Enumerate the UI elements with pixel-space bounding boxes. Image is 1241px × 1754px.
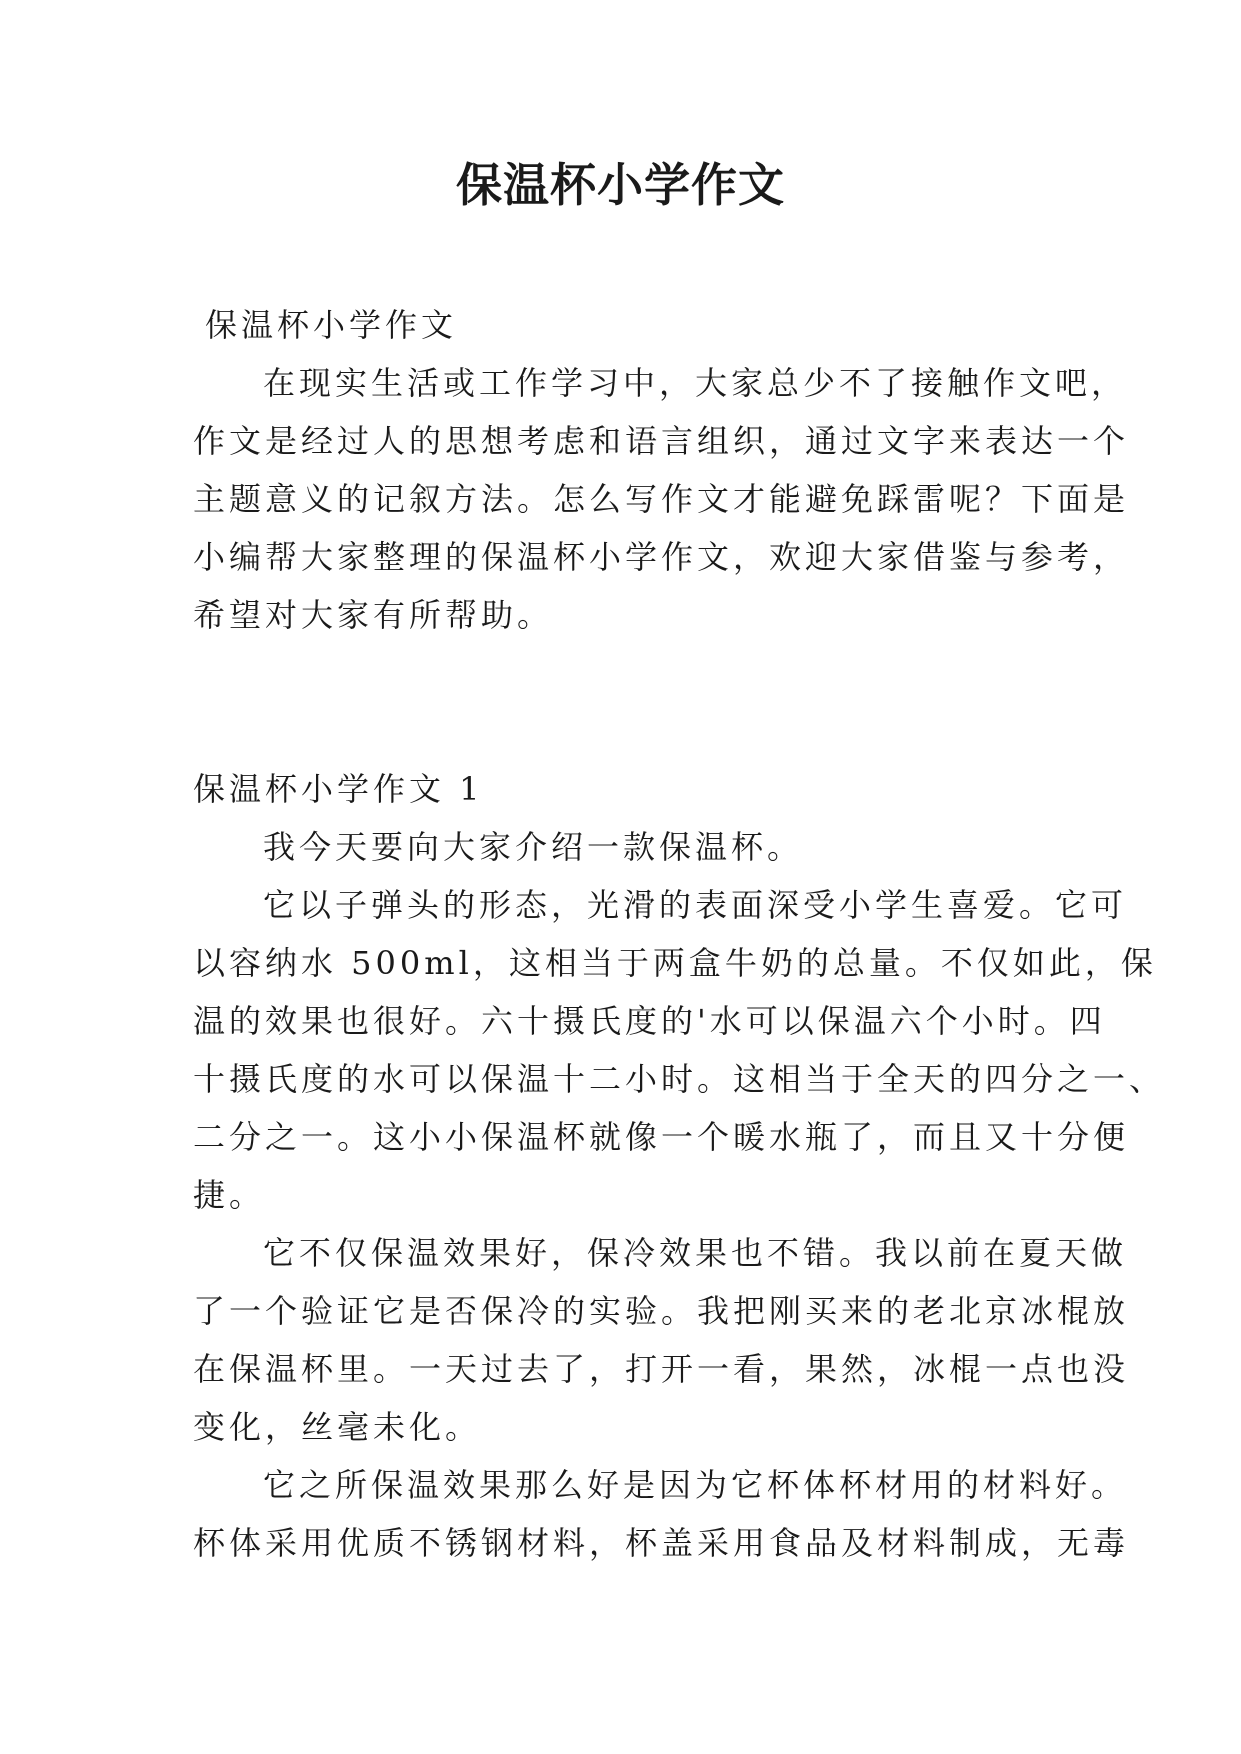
intro-line: 在现实生活或工作学习中，大家总少不了接触作文吧，: [263, 364, 1128, 402]
paragraph-line: 以容纳水 500ml，这相当于两盒牛奶的总量。不仅如此，保: [193, 944, 1157, 982]
document-subtitle: 保温杯小学作文: [205, 306, 458, 344]
paragraph-line: 温的效果也很好。六十摄氏度的'水可以保温六个小时。四: [193, 1002, 1106, 1040]
intro-line: 主题意义的记叙方法。怎么写作文才能避免踩雷呢？下面是: [193, 480, 1130, 518]
document-body: [193, 296, 1166, 1572]
paragraph-line: 变化，丝毫未化。: [193, 1408, 482, 1446]
paragraph-4: [193, 1456, 1130, 1572]
paragraph-line: 十摄氏度的水可以保温十二小时。这相当于全天的四分之一、: [193, 1060, 1166, 1098]
section-heading: 保温杯小学作文 1: [193, 770, 484, 808]
intro-line: 小编帮大家整理的保温杯小学作文，欢迎大家借鉴与参考，: [193, 538, 1130, 576]
paragraph-line: 我今天要向大家介绍一款保温杯。: [263, 828, 804, 866]
intro-paragraph: [193, 354, 1130, 644]
paragraph-3: [193, 1224, 1130, 1456]
intro-line: 作文是经过人的思想考虑和语言组织，通过文字来表达一个: [193, 422, 1130, 460]
paragraph-line: 杯体采用优质不锈钢材料，杯盖采用食品及材料制成，无毒: [193, 1524, 1130, 1562]
paragraph-line: 在保温杯里。一天过去了，打开一看，果然，冰棍一点也没: [193, 1350, 1130, 1388]
paragraph-line: 它之所保温效果那么好是因为它杯体杯材用的材料好。: [263, 1466, 1128, 1504]
paragraph-line: 它不仅保温效果好，保冷效果也不错。我以前在夏天做: [263, 1234, 1128, 1272]
paragraph-1: [193, 818, 1073, 876]
paragraph-gap: [193, 644, 1073, 760]
paragraph-line: 捷。: [193, 1176, 266, 1214]
intro-line: 希望对大家有所帮助。: [193, 596, 554, 634]
document-title: 保温杯小学作文: [456, 158, 785, 212]
paragraph-line: 它以子弹头的形态，光滑的表面深受小学生喜爱。它可: [263, 886, 1128, 924]
paragraph-line: 二分之一。这小小保温杯就像一个暖水瓶了，而且又十分便: [193, 1118, 1130, 1156]
paragraph-line: 了一个验证它是否保冷的实验。我把刚买来的老北京冰棍放: [193, 1292, 1130, 1330]
paragraph-2: [193, 876, 1166, 1224]
